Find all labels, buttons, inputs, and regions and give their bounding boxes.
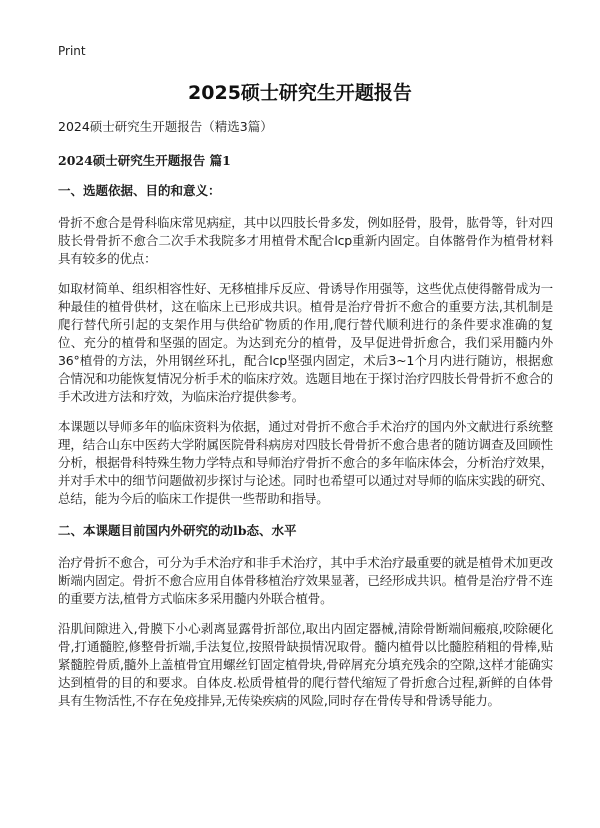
paragraph: 如取材简单、组织相容性好、无移植排斥反应、骨诱导作用强等，这些优点使得髂骨成为一种最佳的植骨供材，这在临床上已形成共识。植骨是治疗骨折不愈合的重要方法,其机制是爬行替代所引起的支架作用与供给矿物质的作用,爬行替代顺利进行的条件要求准确的复位、充分的植骨和坚强的固定。为达到充分的植骨，及早促进骨折愈合，我们采用髓内外36°植骨的方法，外用钢丝环扎，配合lcp坚强内固定，术后3~1个月内进行随访，根据愈合情况和功能恢复情况分析手术的临床疗效。选题目地在于探讨治疗四肢长骨骨折不愈合的手术改进方法和疗效，为临床治疗提供参考。 bbox=[58, 281, 553, 404]
article-heading: 2024硕士研究生开题报告 篇1 bbox=[58, 153, 231, 168]
document-subtitle: 2024硕士研究生开题报告（精选3篇） bbox=[58, 119, 273, 134]
section-heading-2: 二、本课题目前国内外研究的动lb态、水平 bbox=[58, 523, 297, 538]
paragraph: 治疗骨折不愈合，可分为手术治疗和非手术治疗，其中手术治疗最重要的就是植骨术加更改断端内固定。骨折不愈合应用自体骨移植治疗效果显著，已经形成共识。植骨是治疗骨不连的重要方法,植骨方式临床多采用髓内外联合植骨。 bbox=[58, 555, 553, 606]
paragraph: 沿肌间隙进入,骨膜下小心剥离显露骨折部位,取出内固定器械,清除骨断端间瘢痕,咬除硬化骨,打通髓腔,修整骨折端,手法复位,按照骨缺损情况取骨。髓内植骨以比髓腔稍粗的骨棒,贴紧髓腔骨质,髓外上盖植骨宜用螺丝钉固定植骨块,骨碎屑充分填充残余的空隙,这样才能确实达到植骨的目的和要求。自体皮.松质骨植骨的爬行替代缩短了骨折愈合过程,新鲜的自体骨具有生物活性,不存在免疫排异,无传染疾病的风险,同时存在骨传导和骨诱导能力。 bbox=[58, 621, 553, 708]
article-body bbox=[58, 118, 553, 722]
page-title: 2025硕士研究生开题报告 bbox=[188, 82, 412, 104]
paragraph: 骨折不愈合是骨科临床常见病症，其中以四肢长骨多发，例如胫骨，股骨，肱骨等，针对四肢长骨骨折不愈合二次手术我院多才用植骨术配合lcp重新内固定。自体髂骨作为植骨材料具有较多的优点： bbox=[58, 215, 553, 266]
paragraph: 本课题以导师多年的临床资料为依据，通过对骨折不愈合手术治疗的国内外文献进行系统整理，结合山东中医药大学附属医院骨科病房对四肢长骨骨折不愈合患者的随访调查及回顾性分析，根据骨科特殊生物力学特点和导师治疗骨折不愈合的多年临床体会，分析治疗效果，并对手术中的细节问题做初步探讨与论述。同时也希望可以通过对导师的临床实践的研究、总结，能为今后的临床工作提供一些帮助和指导。 bbox=[58, 419, 553, 506]
section-heading-1: 一、选题依据、目的和意义： bbox=[58, 183, 221, 198]
print-link[interactable]: Print bbox=[58, 44, 86, 58]
